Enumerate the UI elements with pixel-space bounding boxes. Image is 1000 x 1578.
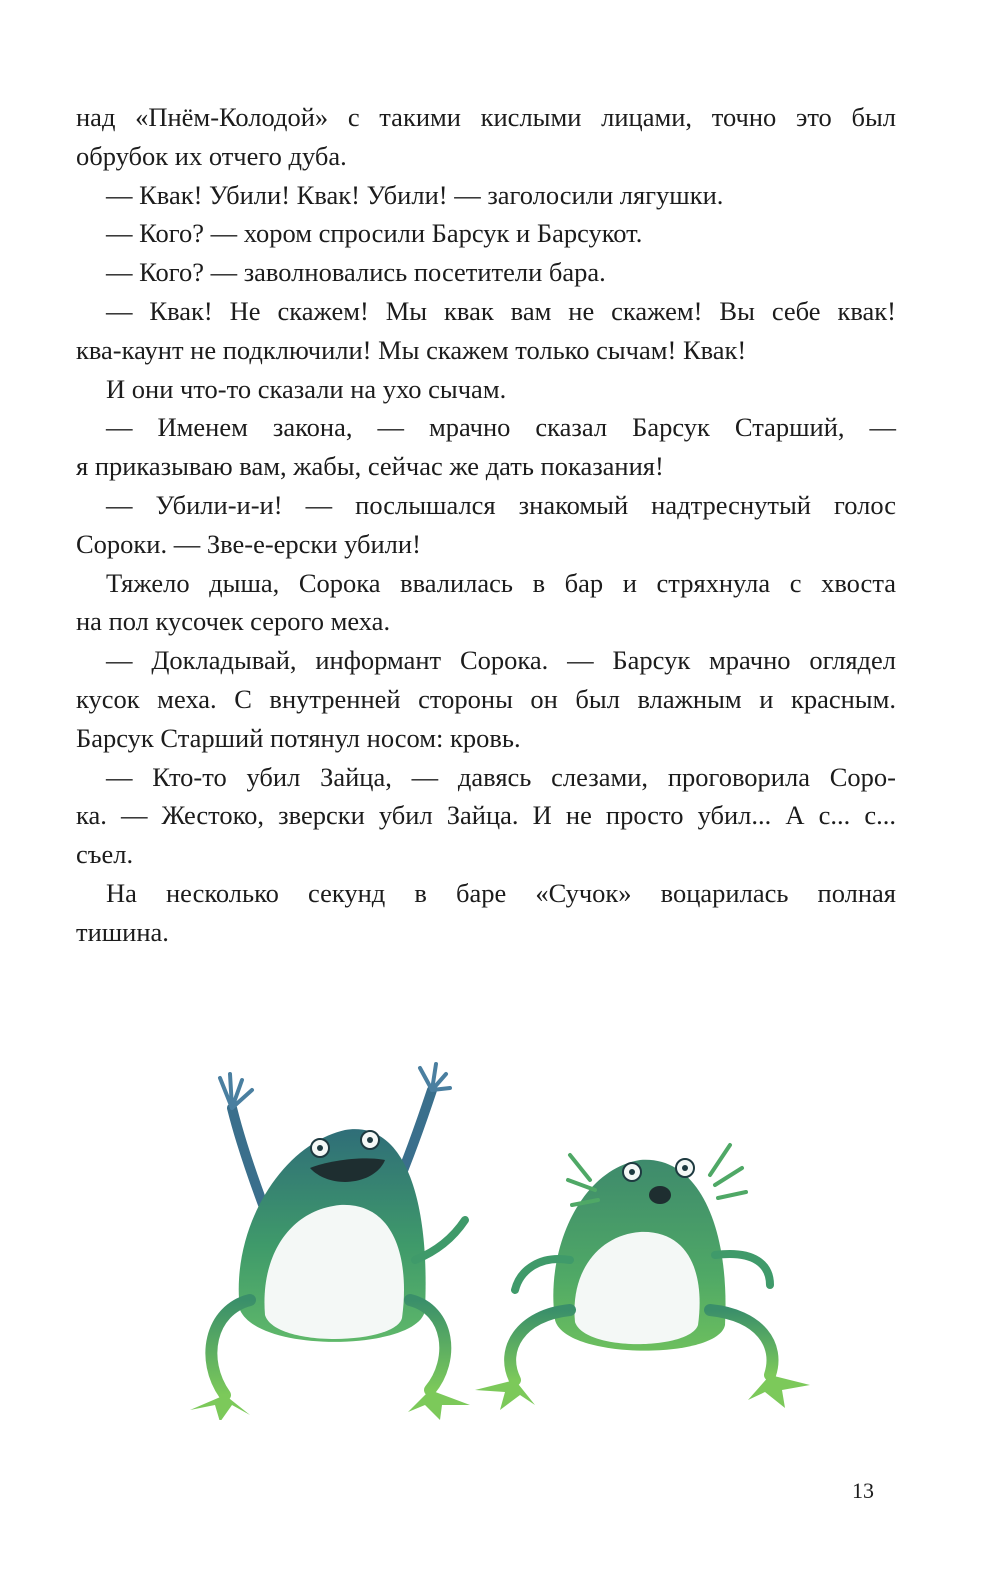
paragraph <box>76 874 896 952</box>
text-line: Тяжело дыша, Сорока ввалилась в бар и стряхнула с хвоста <box>106 567 896 598</box>
paragraph <box>76 758 896 874</box>
paragraph <box>76 486 896 564</box>
text-line: на пол кусочек серого меха. <box>76 606 391 637</box>
text-line: над «Пнём-Колодой» с такими кислыми лицами, точно это был <box>76 102 896 132</box>
text-line: ква-каунт не подключили! Мы скажем только сычам! Квак! <box>76 334 747 365</box>
paragraph <box>76 176 896 215</box>
text-line: — Кто-то убил Зайца, — давясь слезами, проговорила Соро- <box>106 761 896 792</box>
left-frog <box>190 1064 470 1420</box>
text-line: кусок меха. С внутренней стороны он был влажным и красным. <box>76 683 896 714</box>
paragraph <box>76 253 896 292</box>
body-text <box>76 98 896 952</box>
text-line: я приказываю вам, жабы, сейчас же дать показания! <box>76 451 664 482</box>
text-line: — Убили-и-и! — послышался знакомый надтреснутый голос <box>106 489 896 520</box>
text-line: Барсук Старший потянул носом: кровь. <box>76 722 521 753</box>
page-number: 13 <box>852 1478 874 1503</box>
text-line: — Кого? — хором спросили Барсук и Барсукот. <box>106 218 643 249</box>
text-line: — Именем закона, — мрачно сказал Барсук Старший, — <box>106 412 896 443</box>
text-line: Сороки. — Зве-е-ерски убили! <box>76 528 421 559</box>
text-line: съел. <box>76 839 134 870</box>
text-line: — Докладывай, информант Сорока. — Барсук мрачно оглядел <box>106 645 896 676</box>
paragraph <box>76 214 896 253</box>
right-frog <box>475 1145 810 1410</box>
paragraph <box>76 408 896 486</box>
text-line: — Квак! Не скажем! Мы квак вам не скажем! Вы себе квак! <box>106 295 896 326</box>
paragraph <box>76 98 896 176</box>
text-line: тишина. <box>76 916 169 947</box>
paragraph <box>76 292 896 370</box>
text-line: И они что-то сказали на ухо сычам. <box>106 373 507 404</box>
text-line: На несколько секунд в баре «Сучок» воцарилась полная <box>106 877 896 908</box>
paragraph <box>76 564 896 642</box>
frogs-illustration <box>170 1060 820 1420</box>
paragraph <box>76 641 896 757</box>
paragraph <box>76 370 896 409</box>
text-line: ка. — Жестоко, зверски убил Зайца. И не просто убил... А с... с... <box>76 800 896 831</box>
text-line: обрубок их отчего дуба. <box>76 140 347 171</box>
text-line: — Кого? — заволновались посетители бара. <box>106 257 606 288</box>
text-line: — Квак! Убили! Квак! Убили! — заголосили лягушки. <box>106 179 724 210</box>
